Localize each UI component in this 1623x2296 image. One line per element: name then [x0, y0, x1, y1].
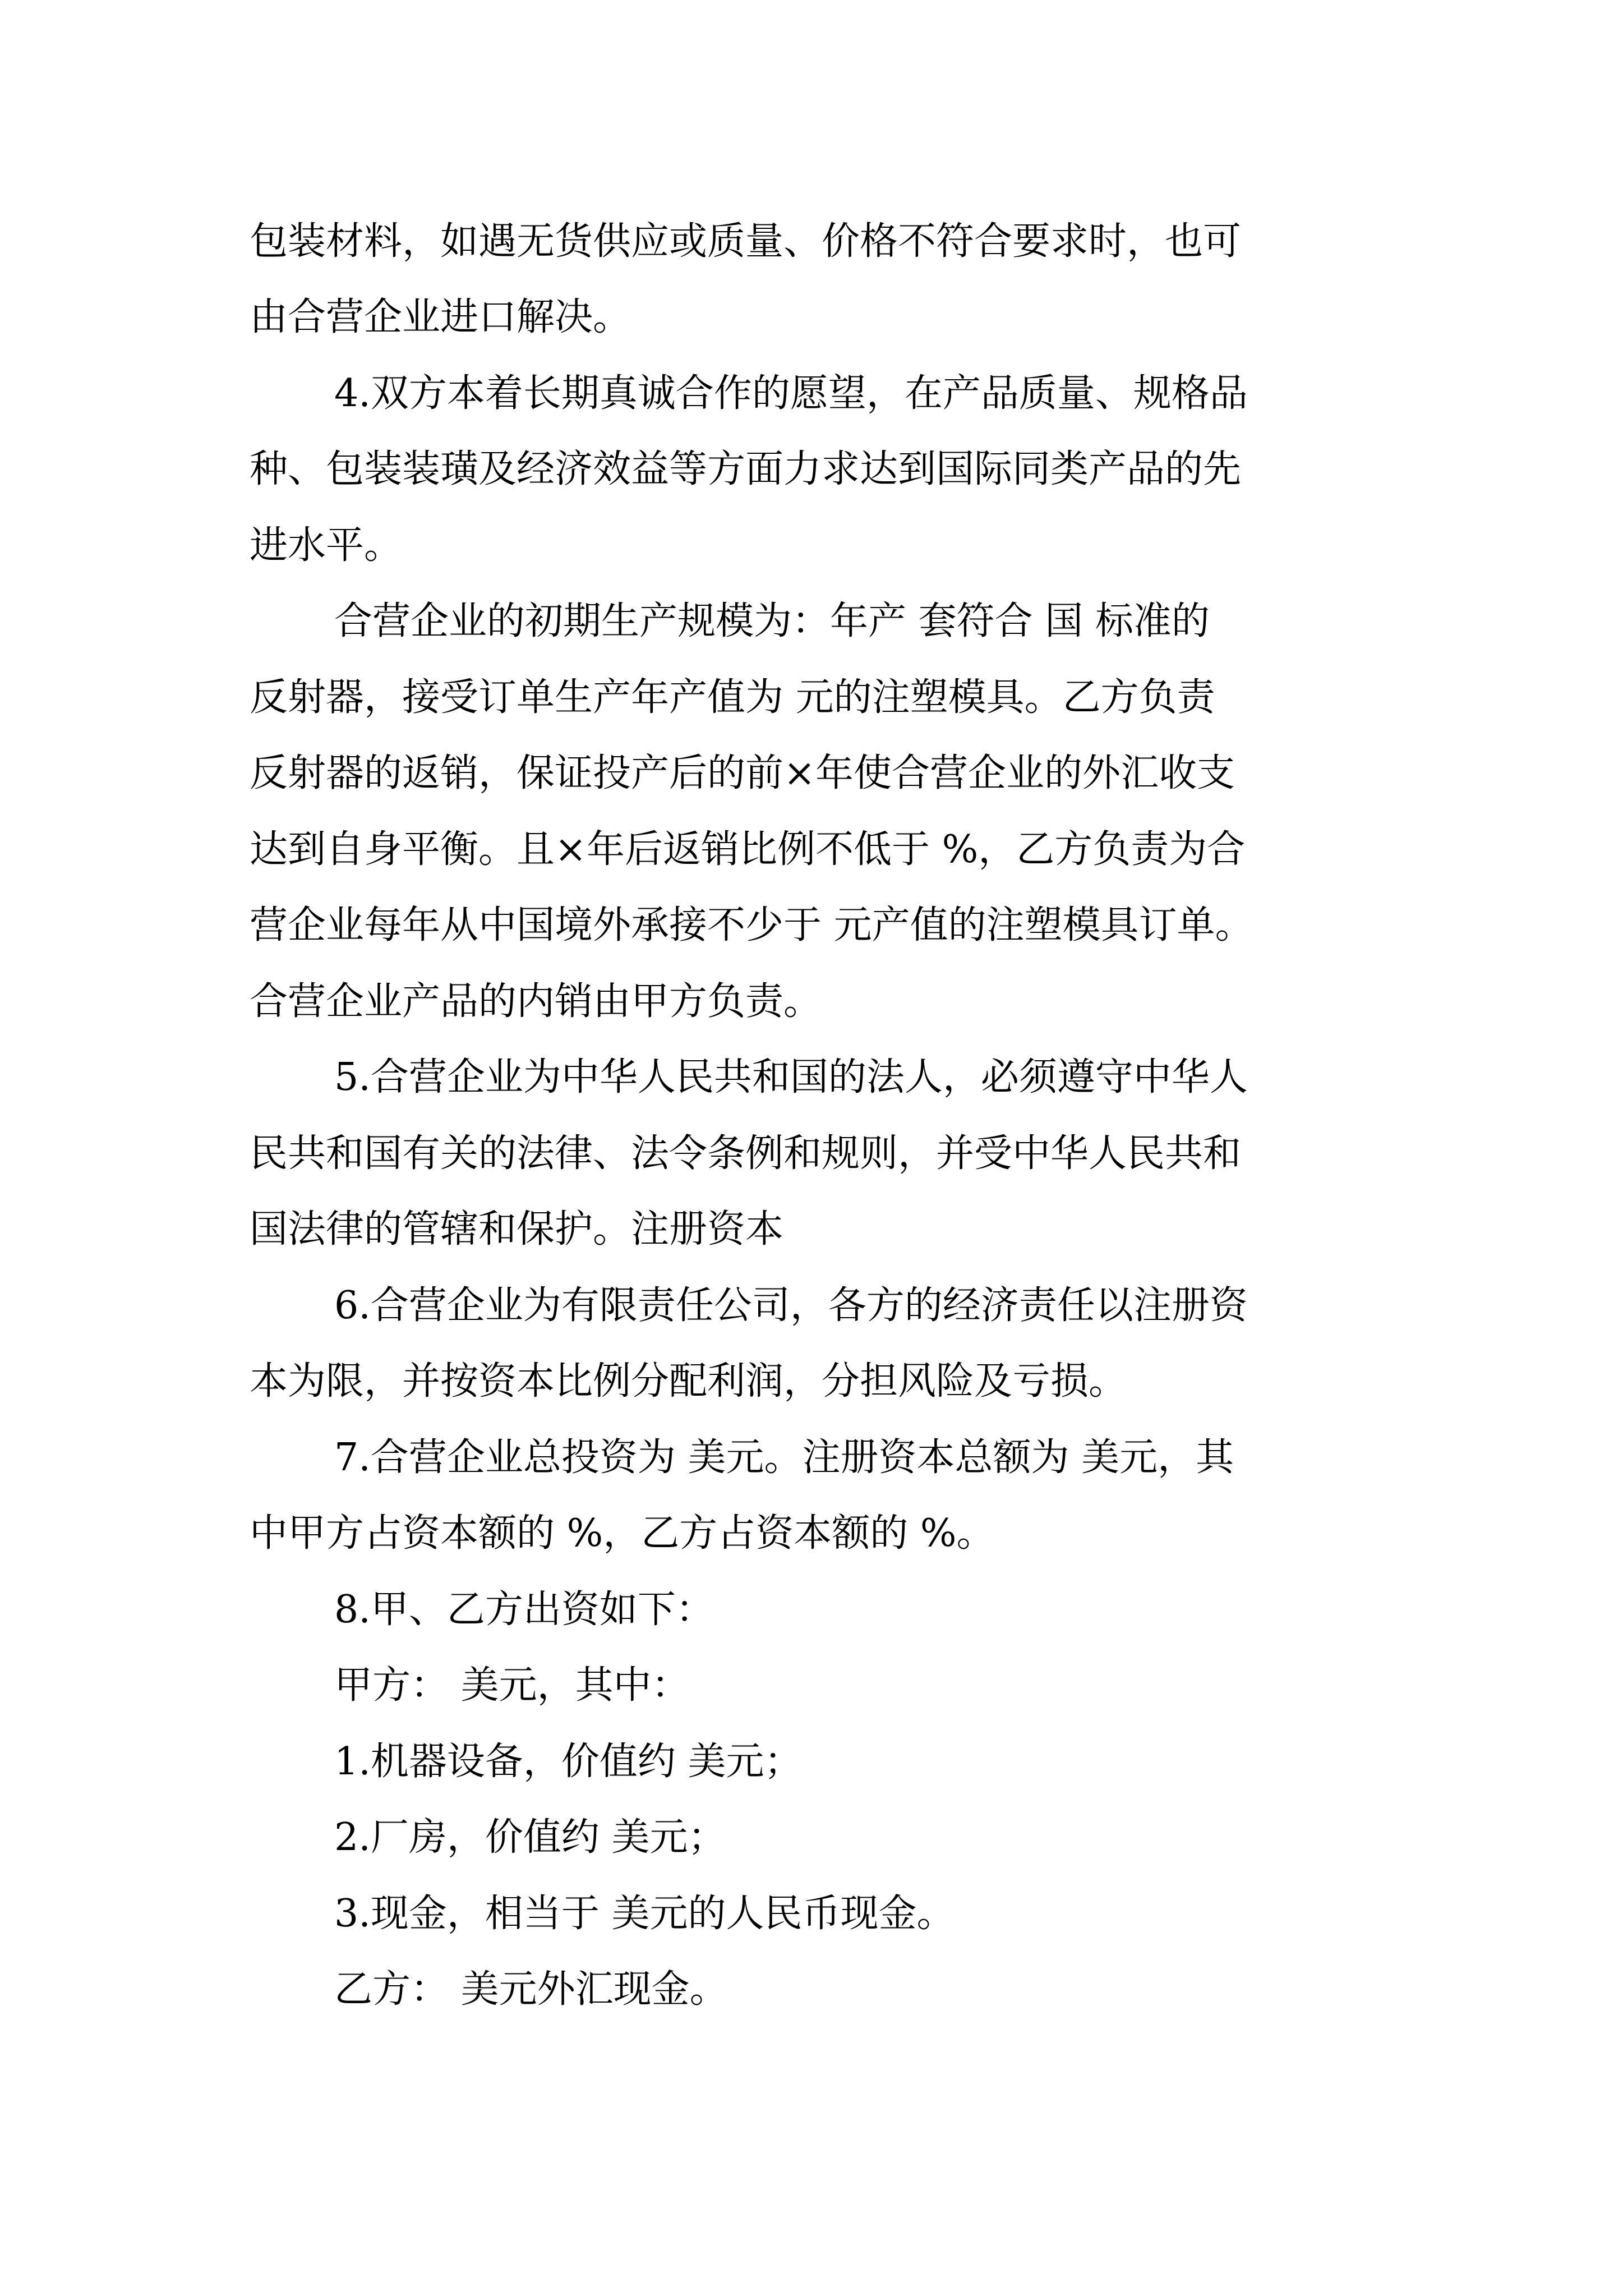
text-line-24: 乙方： 美元外汇现金。 [334, 1967, 728, 2012]
text-line-4: 种、包装装璜及经济效益等方面力求达到国际同类产品的先 [250, 447, 1242, 491]
text-line-19: 8.甲、乙方出资如下： [334, 1588, 714, 1632]
text-line-11: 合营企业产品的内销由甲方负责。 [250, 979, 822, 1024]
text-line-14: 国法律的管辖和保护。注册资本 [250, 1207, 784, 1251]
text-line-20: 甲方： 美元，其中： [334, 1663, 690, 1708]
text-line-8: 反射器的返销，保证投产后的前×年使合营企业的外汇收支 [250, 751, 1235, 795]
text-line-22: 2.厂房，价值约 美元； [334, 1815, 726, 1860]
text-line-18: 中甲方占资本额的 %，乙方占资本额的 %。 [250, 1511, 995, 1556]
text-line-12: 5.合营企业为中华人民共和国的法人，必须遵守中华人 [334, 1055, 1248, 1099]
text-line-7: 反射器，接受订单生产年产值为 元的注塑模具。乙方负责 [250, 675, 1215, 720]
text-line-21: 1.机器设备，价值约 美元； [334, 1740, 803, 1784]
text-line-3: 4.双方本着长期真诚合作的愿望，在产品质量、规格品 [334, 371, 1248, 416]
text-line-5: 进水平。 [250, 523, 403, 568]
text-line-10: 营企业每年从中国境外承接不少于 元产值的注塑模具订单。 [250, 903, 1253, 947]
text-line-9: 达到自身平衡。且×年后返销比例不低于 %，乙方负责为合 [250, 827, 1246, 872]
text-line-16: 本为限，并按资本比例分配利润，分担风险及亏损。 [250, 1359, 1127, 1404]
text-line-15: 6.合营企业为有限责任公司，各方的经济责任以注册资 [334, 1283, 1248, 1328]
text-line-17: 7.合营企业总投资为 美元。注册资本总额为 美元，其 [334, 1435, 1234, 1480]
text-line-13: 民共和国有关的法律、法令条例和规则，并受中华人民共和 [250, 1131, 1242, 1176]
text-line-23: 3.现金，相当于 美元的人民币现金。 [334, 1892, 955, 1936]
text-line-6: 合营企业的初期生产规模为：年产 套符合 国 标准的 [334, 599, 1210, 643]
text-line-1: 包装材料，如遇无货供应或质量、价格不符合要求时，也可 [250, 219, 1242, 264]
text-line-2: 由合营企业进口解决。 [250, 295, 631, 339]
